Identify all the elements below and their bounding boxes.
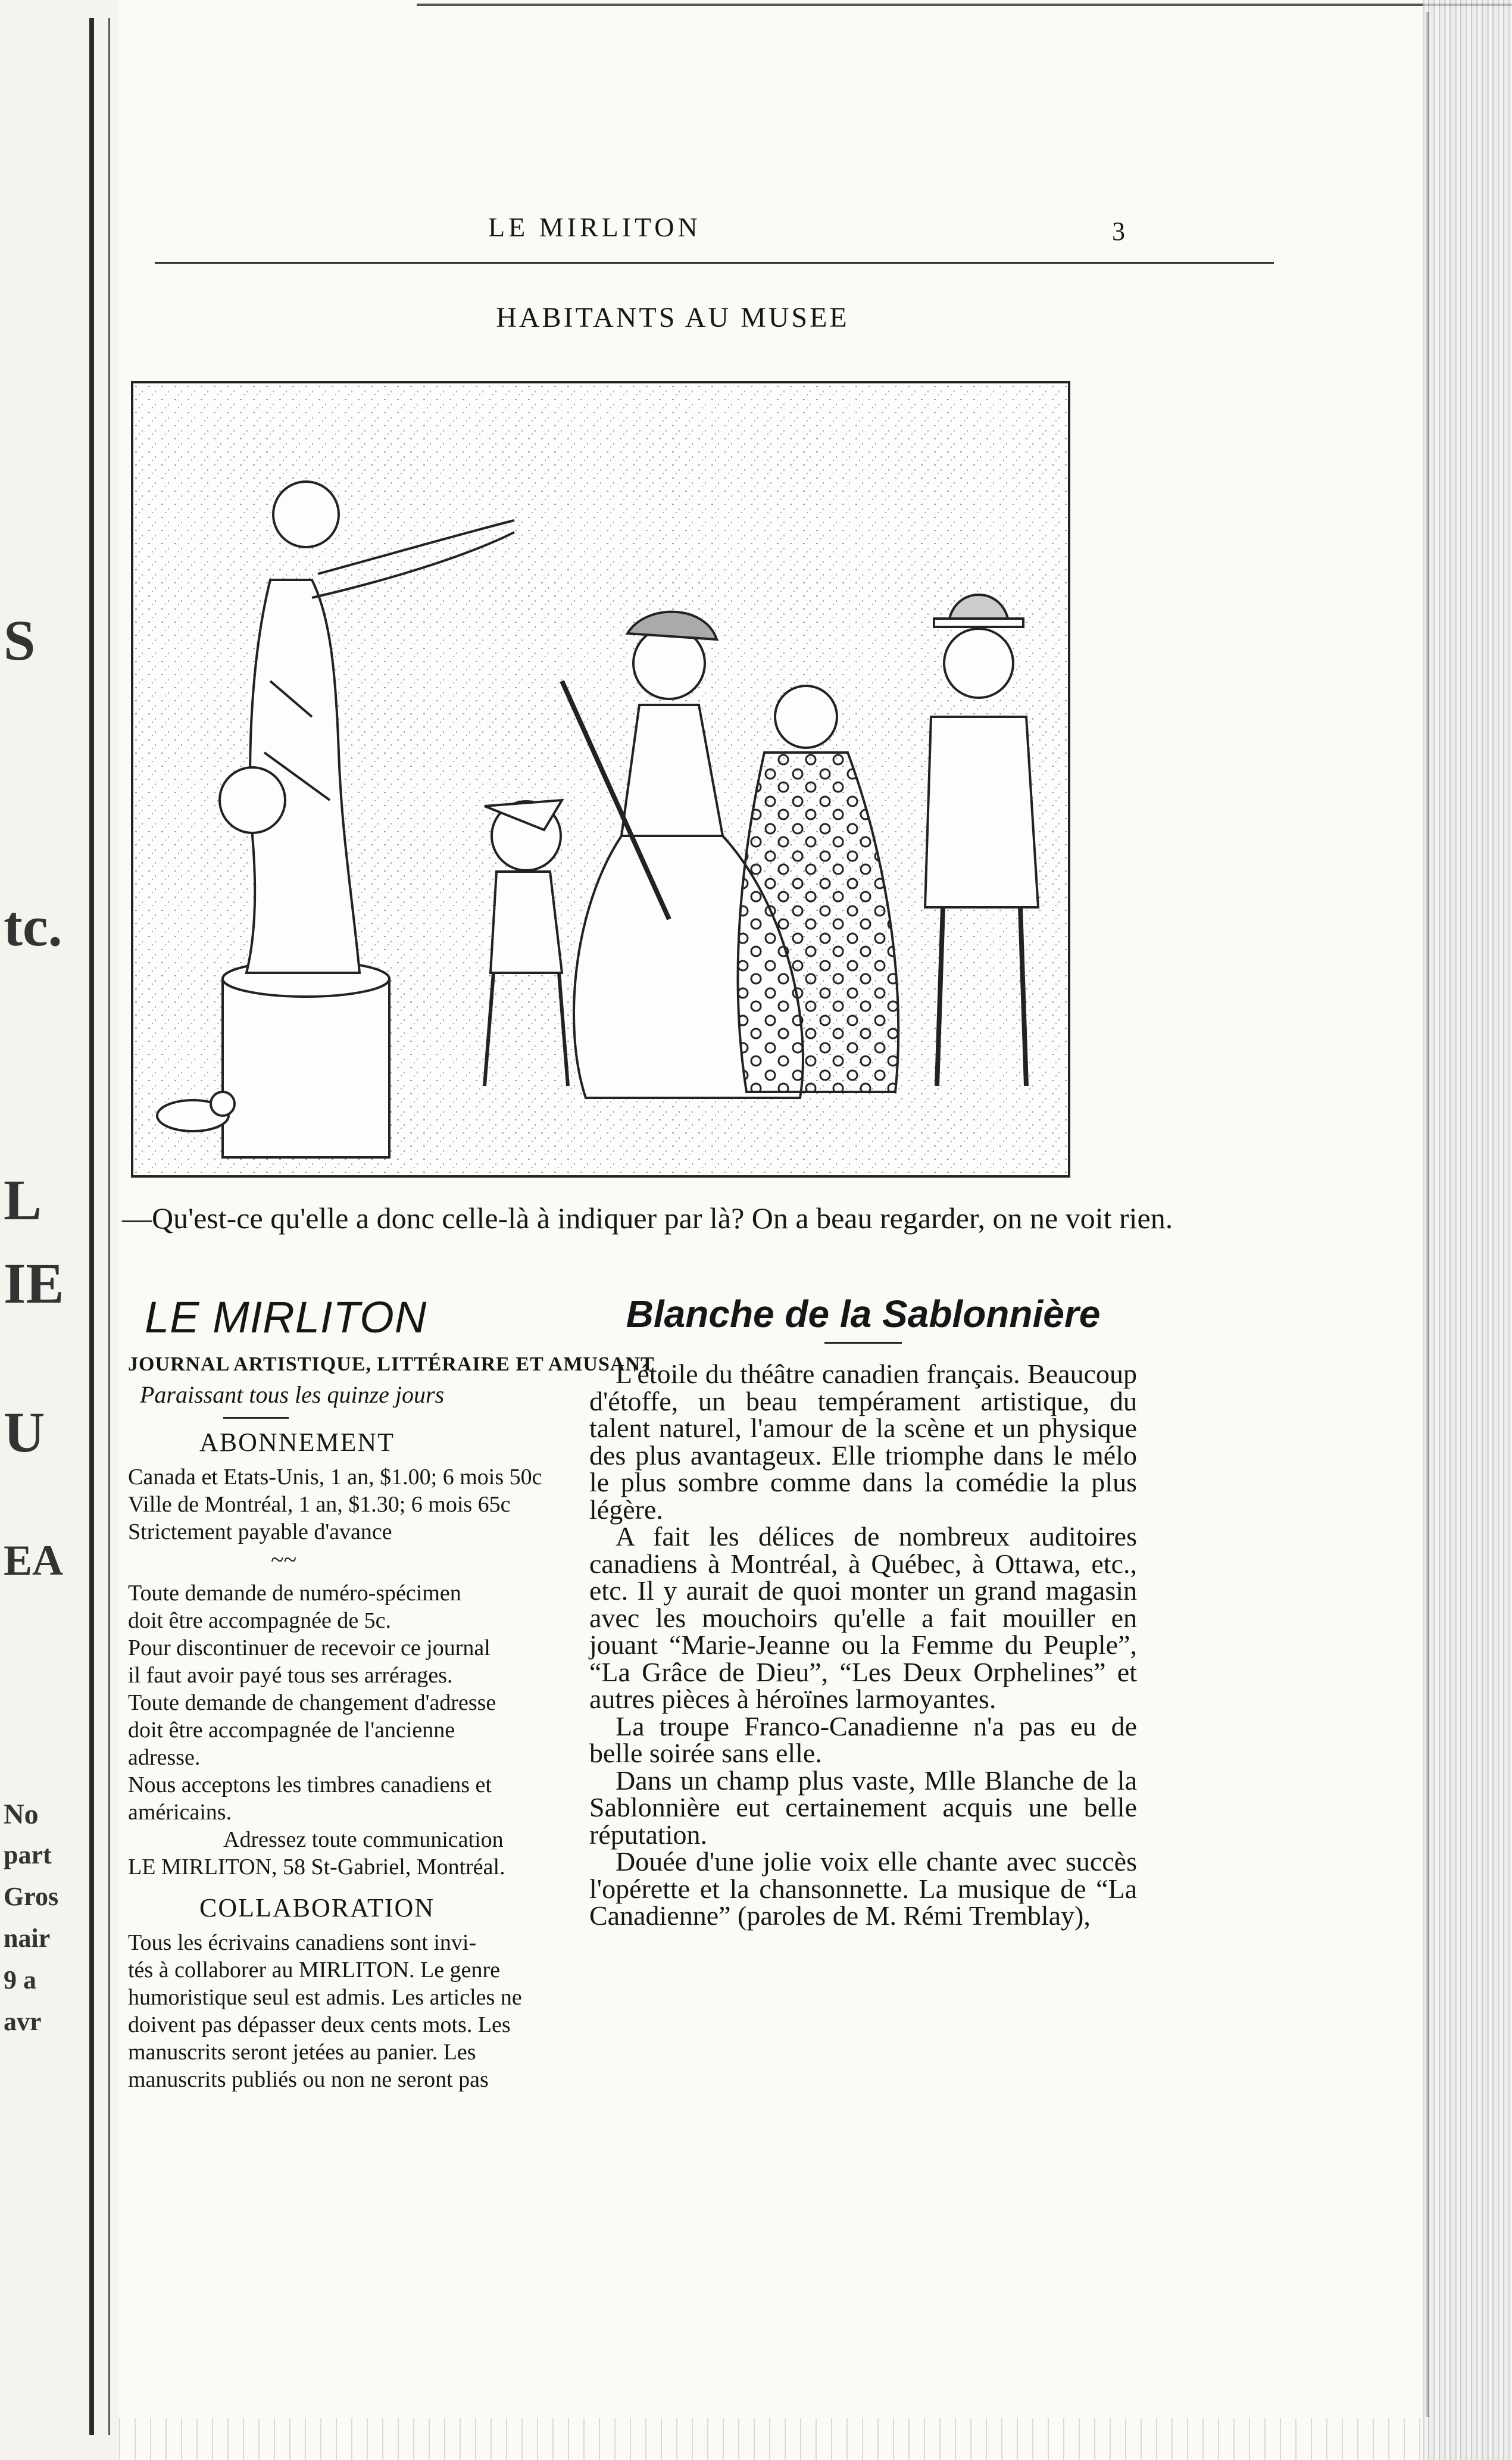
- notice-line: LE MIRLITON, 58 St-Gabriel, Montréal.: [128, 1855, 505, 1880]
- running-head-title: LE MIRLITON: [488, 212, 701, 242]
- scan-edge-top: [417, 4, 1512, 6]
- collaboration-line: manuscrits publiés ou non ne seront pas: [128, 2067, 489, 2092]
- rate-line: Canada et Etats-Unis, 1 an, $1.00; 6 mois 50c: [128, 1465, 542, 1490]
- collaboration-line: humoristique seul est admis. Les articles ne: [128, 1985, 522, 2010]
- masthead-column: [128, 1292, 655, 2093]
- statue-pedestal: [223, 961, 389, 1157]
- collaboration-line: tés à collaborer au MIRLITON. Le genre: [128, 1958, 500, 1983]
- abonnement-heading: ABONNEMENT: [199, 1428, 395, 1457]
- scan-edge-right: [1423, 0, 1512, 2460]
- rate-line: Ville de Montréal, 1 an, $1.30; 6 mois 65c: [128, 1492, 511, 1517]
- margin-fragment: IE: [4, 1251, 64, 1315]
- masthead-title: LE MIRLITON: [145, 1293, 427, 1342]
- notice-line: doit être accompagnée de l'ancienne: [128, 1718, 455, 1743]
- notice-line: Toute demande de changement d'adresse: [128, 1690, 496, 1715]
- notice-line: Adressez toute communication: [223, 1827, 504, 1852]
- margin-fragment: S: [4, 608, 36, 672]
- collaboration-line: doivent pas dépasser deux cents mots. Les: [128, 2012, 511, 2037]
- notice-line: américains.: [128, 1800, 232, 1825]
- collaboration-line: Tous les écrivains canadiens sont invi-: [128, 1930, 477, 1955]
- notice-line: il faut avoir payé tous ses arrérages.: [128, 1663, 453, 1688]
- article-title: Blanche de la Sablonnière: [626, 1293, 1101, 1335]
- section-rule: [223, 1417, 289, 1419]
- margin-fragment: tc.: [4, 894, 63, 958]
- margin-fragment: EA: [4, 1537, 64, 1584]
- notice-line: doit être accompagnée de 5c.: [128, 1608, 392, 1633]
- margin-fragment: part: [4, 1840, 52, 1869]
- cartoon-illustration: [131, 381, 1070, 1178]
- article-title-rule: [824, 1342, 902, 1344]
- margin-fragment: nair: [4, 1924, 51, 1953]
- article-paragraph: L'étoile du théâtre canadien français. Beaucoup d'étoffe, un beau tempérament artistique, du talent naturel, l'amour de la scène et un physique des plus avantageux. Elle triomphe dans le mélo le plus sombre comme dans la comédie la plus légère.: [589, 1359, 1137, 1525]
- scan-edge-bottom: [119, 2418, 1429, 2460]
- margin-fragment: No: [4, 1799, 39, 1830]
- notice-line: Pour discontinuer de recevoir ce journal: [128, 1635, 491, 1660]
- notice-line: adresse.: [128, 1745, 201, 1770]
- margin-fragment: Gros: [4, 1882, 59, 1911]
- article-column: [589, 1292, 1137, 1930]
- ornament-divider: ~~: [271, 1546, 297, 1573]
- page-number: 3: [1112, 217, 1125, 246]
- running-head: [119, 211, 1429, 253]
- rate-line: Strictement payable d'avance: [128, 1519, 392, 1544]
- publication-frequency: Paraissant tous les quinze jours: [140, 1381, 445, 1408]
- article-paragraph: La troupe Franco-Canadienne n'a pas eu de belle soirée sans elle.: [589, 1710, 1137, 1768]
- margin-fragment: U: [4, 1400, 45, 1464]
- margin-fragment: 9 a: [4, 1965, 36, 1994]
- notice-line: Toute demande de numéro-spécimen: [128, 1581, 461, 1606]
- cartoon-drawing: [133, 383, 1068, 1175]
- cartoon-title: HABITANTS AU MUSEE: [496, 302, 849, 333]
- article-paragraph: A fait les délices de nombreux auditoires canadiens à Montréal, à Québec, à Ottawa, etc., etc. Il y aurait de quoi monter un grand magasin avec les mouchoirs qu'elle a fait mouiller en jouant “Marie-Jeanne ou la Femme du Peuple”, “La Grâce de Dieu”, “Les Deux Orphelines” et autres pièces à héroïnes larmoyantes.: [589, 1521, 1137, 1714]
- binding-margin: [0, 0, 119, 2460]
- collaboration-heading: COLLABORATION: [199, 1893, 435, 1922]
- masthead-subtitle: JOURNAL ARTISTIQUE, LITTÉRAIRE ET AMUSANT: [128, 1353, 655, 1375]
- collaboration-line: manuscrits seront jetées au panier. Les: [128, 2040, 476, 2065]
- binding-rule: [89, 18, 94, 2435]
- article-paragraph: Douée d'une jolie voix elle chante avec succès l'opérette et la chansonnette. La musique de “La Canadienne” (paroles de M. Rémi Tremblay),: [589, 1846, 1137, 1931]
- article-paragraph: Dans un champ plus vaste, Mlle Blanche de la Sablonnière eut certainement acquis une belle réputation.: [589, 1765, 1137, 1850]
- cartoon-caption: —Qu'est-ce qu'elle a donc celle-là à indiquer par là? On a beau regarder, on ne voit rien.: [122, 1201, 1173, 1235]
- margin-fragment: L: [4, 1168, 42, 1232]
- notice-line: Nous acceptons les timbres canadiens et: [128, 1772, 492, 1797]
- margin-fragment: avr: [4, 2007, 42, 2036]
- header-rule: [155, 262, 1274, 264]
- binding-rule-thin: [108, 18, 110, 2435]
